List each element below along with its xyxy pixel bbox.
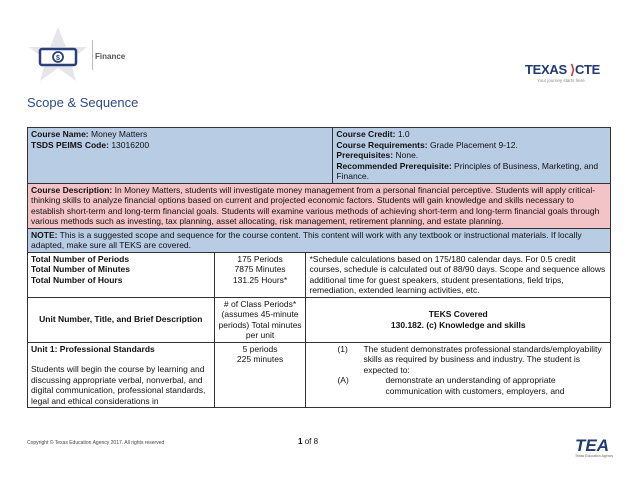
periods-column-header: # of Class Periods* (assumes 45-minute periods) Total minutes per unit [214, 297, 306, 342]
unit-1-teks [306, 342, 611, 408]
credit-value: 1.0 [397, 129, 410, 139]
rec-prereq-label: Recommended Prerequisite: [336, 160, 452, 171]
unit-1-title: Unit 1: Professional Standards [31, 343, 155, 354]
credit-label: Course Credit: [336, 129, 396, 139]
brand-tagline: Your journey starts here. [537, 78, 586, 83]
texas-cte-logo [525, 62, 613, 92]
description-label: Course Description: [31, 184, 113, 195]
unit-column-header: Unit Number, Title, and Brief Description [28, 297, 215, 342]
course-description [28, 183, 611, 228]
teks-column-header [306, 297, 611, 342]
requirements-label: Course Requirements: [336, 139, 428, 150]
total-periods-label: Total Number of Periods [31, 253, 130, 264]
course-info-left [28, 128, 333, 184]
unit-1-minutes: 225 minutes [236, 354, 284, 364]
section-label: Finance [95, 52, 126, 61]
prereq-label: Prerequisites: [336, 150, 394, 160]
course-name: Money Matters [91, 129, 148, 139]
unit-1-cell [28, 342, 215, 408]
note [28, 228, 611, 252]
rec-prereq-value: Principles of Business, Marketing, and Finance. [336, 160, 599, 181]
totals-values [214, 252, 306, 297]
requirements-value: Grade Placement 9-12. [429, 139, 518, 150]
column-header-row [28, 297, 611, 342]
total-periods: 175 Periods [237, 253, 283, 264]
total-minutes-label: Total Number of Minutes [31, 264, 131, 274]
page-number: 1 of 8 [298, 437, 319, 446]
note-label: NOTE: [31, 229, 58, 240]
page-title: Scope & Sequence [27, 95, 139, 110]
teks-code-label: 130.182. (c) Knowledge and skills [390, 319, 526, 330]
unit-1-period-count: 5 periods [242, 343, 278, 354]
teks-sub-text: demonstrate an understanding of appropriate communication with customers, employers, and [385, 375, 565, 396]
totals-labels [28, 252, 215, 297]
teks-number: (1) [337, 343, 348, 354]
course-info-right [333, 128, 611, 184]
course-info-row [28, 128, 611, 184]
unit-1-description: Students will begin the course by learning and discussing appropriate verbal, nonverbal, and digital communication, professional standards, legal and ethical considerations in [31, 364, 206, 406]
description-row [28, 183, 611, 228]
schedule-note: *Schedule calculations based on 175/180 calendar days. For 0.5 credit courses, schedule is calculated out of 88/90 days. Scope and sequence allows additional time for guest speakers, student presentations, field trips, remediation, extended learning activities, etc. [306, 252, 611, 297]
teks-sub-number: (A) [337, 375, 349, 385]
brand-left: TEXAS [525, 62, 567, 77]
brand-right: CTE [574, 62, 601, 77]
finance-logo-icon [27, 25, 89, 87]
unit-1-row [28, 342, 611, 408]
prereq-value: None. [395, 150, 419, 160]
course-code-label: TSDS PEIMS Code: [31, 139, 109, 150]
scope-table [27, 127, 611, 408]
teks-covered-label: TEKS Covered [428, 309, 488, 319]
teks-text: The student demonstrates professional standards/employability skills as required by business and industry. The student is expected to: [363, 343, 602, 375]
tea-logo: TEA Texas Education Agency [575, 436, 614, 458]
unit-1-periods [214, 342, 306, 408]
brand-slash: ⟩ [566, 62, 575, 77]
description-text: In Money Matters, students will investigate money management from a personal financial perceptive. Students will apply critical-thinking skills to analyze financial options based on current and projected economic factors. Students will gain knowledge and skills necessary to establish short-term and long-term financial goals. Students will examine various methods of achieving short-term and long-term financial goals through various methods such as investing, tax planning, asset allocating, risk management, retirement planning, and estate planning. [31, 184, 600, 226]
note-text: This is a suggested scope and sequence for the course content. This content will work with any textbook or instructional materials. If locally adapted, make sure all TEKS are covered. [31, 229, 582, 250]
total-hours-label: Total Number of Hours [31, 274, 123, 285]
course-name-label: Course Name: [31, 129, 89, 139]
total-hours: 131.25 Hours* [232, 274, 288, 285]
header-divider [92, 40, 93, 70]
svg-text:$: $ [56, 55, 60, 62]
copyright: Copyright © Texas Education Agency 2017. All rights reserved [27, 440, 165, 446]
note-row [28, 228, 611, 252]
total-minutes: 7875 Minutes [234, 264, 286, 274]
totals-row [28, 252, 611, 297]
course-code: 13016200 [111, 139, 150, 150]
